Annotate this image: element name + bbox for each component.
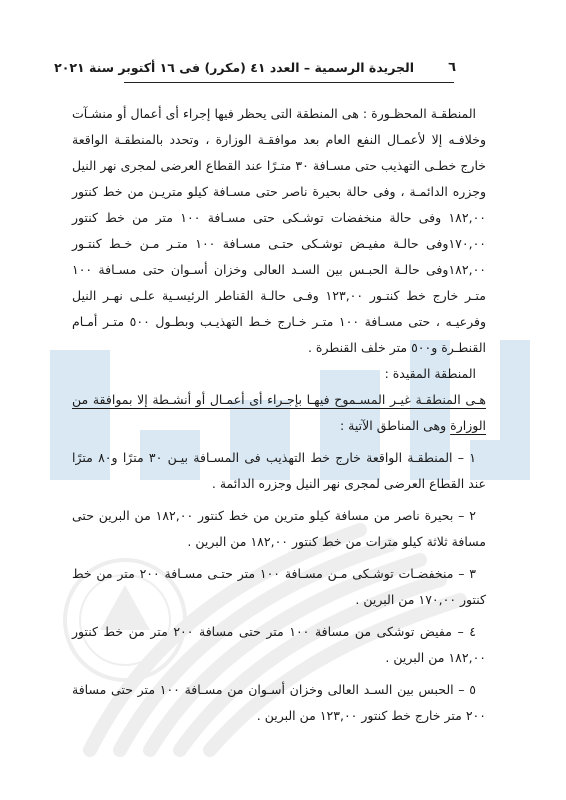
list-item: ٣ – منخفضـات توشـكى مـن مسـافة ١٠٠ متر حتـى مسـافة ٢٠٠ متر من خط كنتور ١٧٠,٠٠ من البرين . — [72, 566, 486, 607]
gazette-header-title: الجريدة الرسمية – العدد ٤١ (مكرر) فى ١٦ أكتوبر سنة ٢٠٢١ — [54, 60, 414, 75]
restricted-zone-intro-rest: وهى المناطق الآتية : — [339, 418, 451, 433]
restricted-zone-intro — [72, 387, 486, 439]
list-item: ٥ – الحبس بين السـد العالى وخزان أسـوان من مسـافة ١٠٠ متر حتى مسافة ٢٠٠ متر خارج خط كنتور ١٢٣,٠٠ من البرين . — [72, 682, 486, 723]
list-item: ١ – المنطقـة الواقعة خارج خط التهذيب فى المسـافة بيـن ٣٠ مترًا و٨٠ مترًا عند القطاع العرضى لمجرى نهر النيل وجزره الدائمة . — [72, 450, 486, 491]
restricted-zone-heading: المنطقة المقيدة : — [384, 366, 476, 381]
restricted-zone-intro-underlined: هـى المنطقـة غيـر المسـموح فيهـا بإجـراء أى أعمـال أو أنشـطة إلا بموافقة من الوزارة — [72, 392, 486, 433]
list-item: ٢ – بحيرة ناصر من مسافة كيلو مترين من خط كنتور ١٨٢,٠٠ من البرين حتى مسافة ثلاثة كيلو مترات من خط كنتور ١٨٢,٠٠ من البرين . — [72, 508, 486, 549]
prohibited-zone-paragraph: المنطقـة المحظـورة : هى المنطقة التى يحظر فيها إجراء أى أعمال أو منشـآت وخلافـه إلا لأعمـال النفع العام بعد موافقـة الوزارة ، وتحدد بالمنطقـة الواقعة خارج خطـى التهذيب حتى مسـافة ٣٠ متـرًا عند القطاع العرضى لمجرى نهر النيل وجزره الدائمـة ، وفى حالة بحيرة ناصر حتى مسـافة كيلو متريـن من خط كنتور ١٨٢,٠٠ وفى حالة منخفضات توشـكى حتى مسـافة ١٠٠ متر من خط كنتور ١٧٠,٠٠وفى حالـة مفيـض توشـكى حتـى مسـافة ١٠٠ متـر مـن خـط كنتـور ١٨٢,٠٠وفى حالـة الحبـس بين السـد العالى وخزان أسـوان حتى مسـافة ١٠٠ متـر خارج خط كنتـور ١٢٣,٠٠ وفـى حالـة القناطر الرئيسـية علـى نهـر النيل وفرعيـه ، حتى مسـافة ١٠٠ متـر خـارج خـط التهذيـب وبطـول ٥٠٠ متـر أمـام القنطـرة و٥٠٠ متر خلف القنطرة . — [72, 106, 487, 355]
page-header — [54, 58, 456, 82]
page-number: ٦ — [448, 60, 456, 75]
list-item: ٤ – مفيض توشكى من مسافة ١٠٠ متر حتى مسافة ٢٠٠ متر من خط كنتور ١٨٢,٠٠ من البرين . — [72, 624, 486, 665]
header-rule — [124, 82, 454, 83]
document-body — [72, 101, 486, 729]
